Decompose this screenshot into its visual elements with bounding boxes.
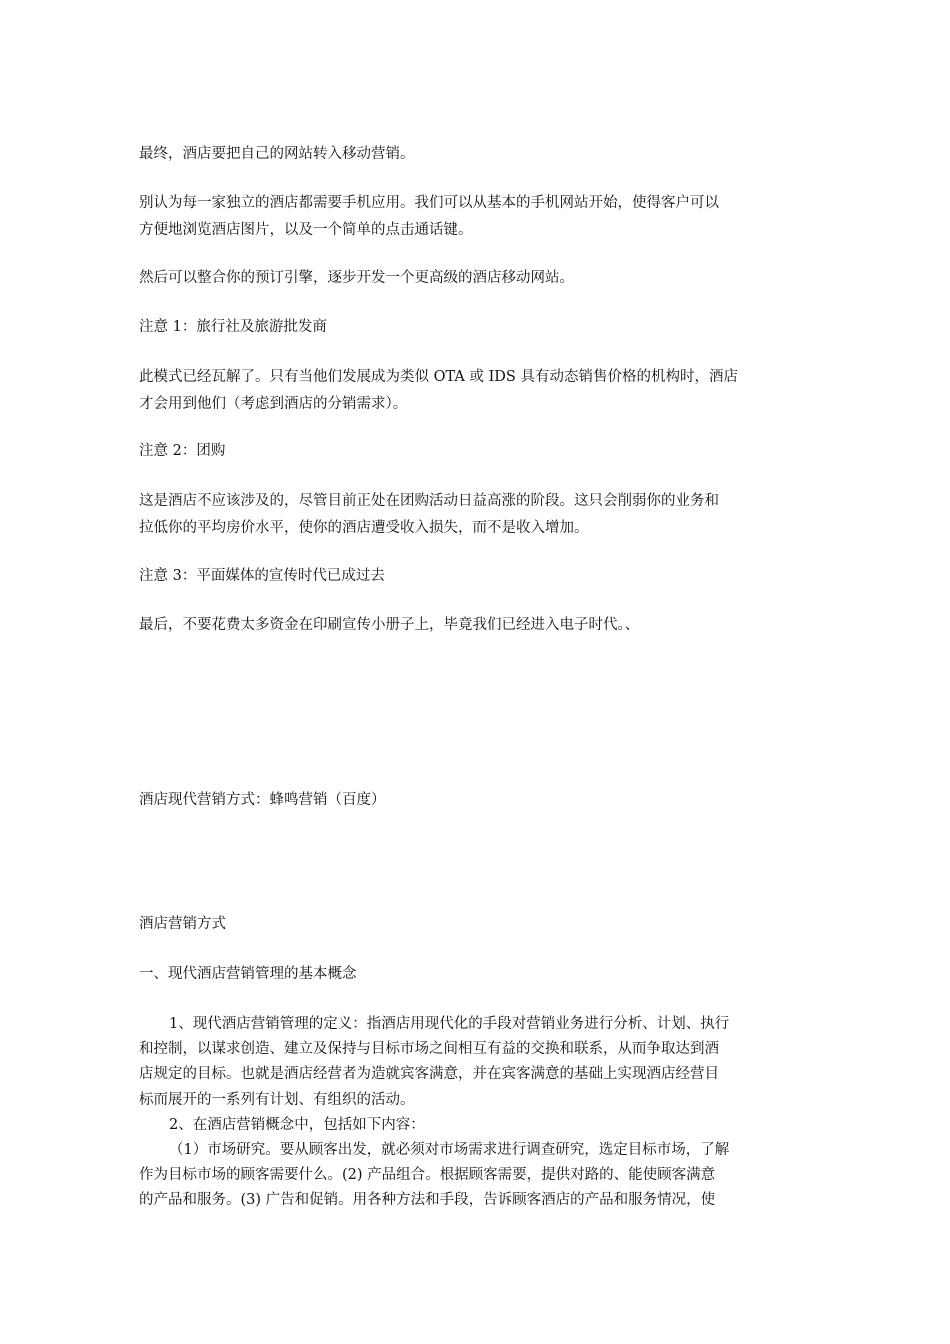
paragraph-definition	[139, 1012, 815, 1214]
paragraph-booking-engine	[139, 265, 815, 292]
text-line: 一、现代酒店营销管理的基本概念	[139, 966, 357, 982]
paragraph-print-media	[139, 612, 815, 639]
paragraph-group-buying	[139, 488, 815, 542]
text-line: 注意 2：团购	[139, 443, 226, 459]
text-line: 标而展开的一系列有计划、有组织的活动。	[139, 1091, 415, 1108]
text-line: 注意 1：旅行社及旅游批发商	[139, 319, 327, 335]
text-line: 酒店营销方式	[139, 916, 226, 932]
paragraph-mobile-app	[139, 190, 815, 244]
text-line: 这是酒店不应该涉及的，尽管目前正处在团购活动日益高涨的阶段。这只会削弱你的业务和	[139, 493, 719, 509]
text-line: 然后可以整合你的预订引擎，逐步开发一个更高级的酒店移动网站。	[139, 270, 574, 286]
paragraph-mobile-marketing	[139, 141, 815, 168]
text-line: 酒店现代营销方式：蜂鸣营销（百度）	[139, 792, 386, 808]
text-line: 的产品和服务。(3) 广告和促销。用各种方法和手段，告诉顾客酒店的产品和服务情况，使	[139, 1192, 716, 1209]
text-line: 作为目标市场的顾客需要什么。(2) 产品组合。根据顾客需要，提供对路的、能使顾客满意	[139, 1167, 716, 1184]
text-line: 1、现代酒店营销管理的定义：指酒店用现代化的手段对营销业务进行分析、计划、执行	[169, 1016, 730, 1032]
text-line: 拉低你的平均房价水平，使你的酒店遭受收入损失，而不是收入增加。	[139, 520, 589, 536]
text-line: 才会用到他们（考虑到酒店的分销需求）。	[139, 396, 408, 412]
text-line: 此模式已经瓦解了。只有当他们发展成为类似 OTA 或 IDS 具有动态销售价格的机构时，酒店	[139, 369, 738, 385]
text-line: 最后，不要花费太多资金在印刷宣传小册子上，毕竟我们已经进入电子时代。、	[139, 617, 640, 633]
text-line: 别认为每一家独立的酒店都需要手机应用。我们可以从基本的手机网站开始，使得客户可以	[139, 195, 719, 211]
heading-section-one	[139, 961, 815, 988]
heading-buzz-marketing	[139, 787, 815, 814]
text-line: 店规定的目标。也就是酒店经营者为造就宾客满意，并在宾客满意的基础上实现酒店经营目	[139, 1066, 719, 1083]
text-line: 和控制，以谋求创造、建立及保持与目标市场之间相互有益的交换和联系，从而争取达到酒	[139, 1041, 719, 1058]
heading-hotel-marketing	[139, 911, 815, 938]
paragraph-travel-agencies	[139, 364, 815, 418]
text-line: 最终，酒店要把自己的网站转入移动营销。	[139, 146, 415, 162]
heading-note-1	[139, 314, 815, 341]
text-line: 注意 3：平面媒体的宣传时代已成过去	[139, 568, 385, 584]
heading-note-3	[139, 563, 815, 590]
heading-note-2	[139, 438, 815, 465]
text-line: （1）市场研究。要从顾客出发，就必须对市场需求进行调查研究，选定目标市场，了解	[169, 1142, 730, 1159]
text-line: 2、在酒店营销概念中，包括如下内容：	[169, 1116, 425, 1133]
text-line: 方便地浏览酒店图片，以及一个简单的点击通话键。	[139, 222, 473, 238]
